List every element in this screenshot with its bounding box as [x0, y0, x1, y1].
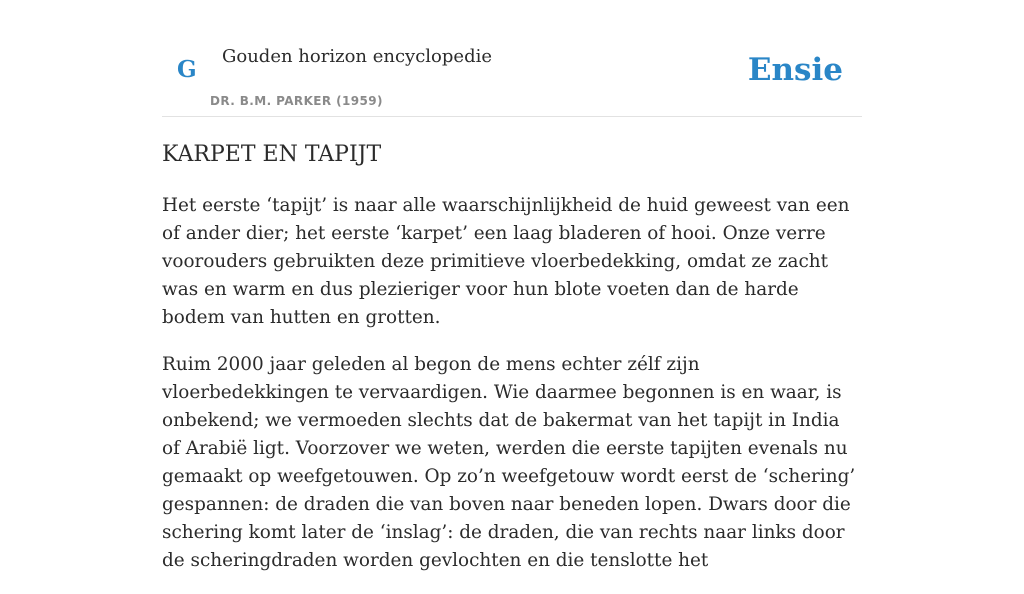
book-logo-icon[interactable]: G [177, 56, 197, 83]
article-title: KARPET EN TAPIJT [162, 142, 382, 167]
article-content [162, 140, 862, 594]
ensie-logo-link[interactable]: Ensie [747, 52, 843, 88]
book-title[interactable]: Gouden horizon encyclopedie [222, 46, 492, 67]
book-author: DR. B.M. PARKER (1959) [210, 94, 383, 108]
book-header [162, 0, 862, 117]
article-paragraph: Het eerste ‘tapijt’ is naar alle waarschijnlijkheid de huid geweest van een of ander dier; het eerste ‘karpet’ een laag bladeren of hooi. Onze verre voorouders gebruikten deze primitieve vloerbedekking, omdat ze zacht was en warm en dus plezieriger voor hun blote voeten dan de harde bodem van hutten en grotten. [162, 195, 850, 328]
article-paragraph: Ruim 2000 jaar geleden al begon de mens echter zélf zijn vloerbedekkingen te vervaardigen. Wie daarmee begonnen is en waar, is onbekend; we vermoeden slechts dat de bakermat van het tapijt in India of Arabië ligt. Voorzover we weten, werden die eerste tapijten evenals nu gemaakt op weefgetouwen. Op zo’n weefgetouw wordt eerst de ‘schering’ gespannen: de draden die van boven naar beneden lopen. Dwars door die schering komt later de ‘inslag’: de draden, die van rechts naar links door de scheringdraden worden gevlochten en die tenslotte het [162, 354, 856, 571]
